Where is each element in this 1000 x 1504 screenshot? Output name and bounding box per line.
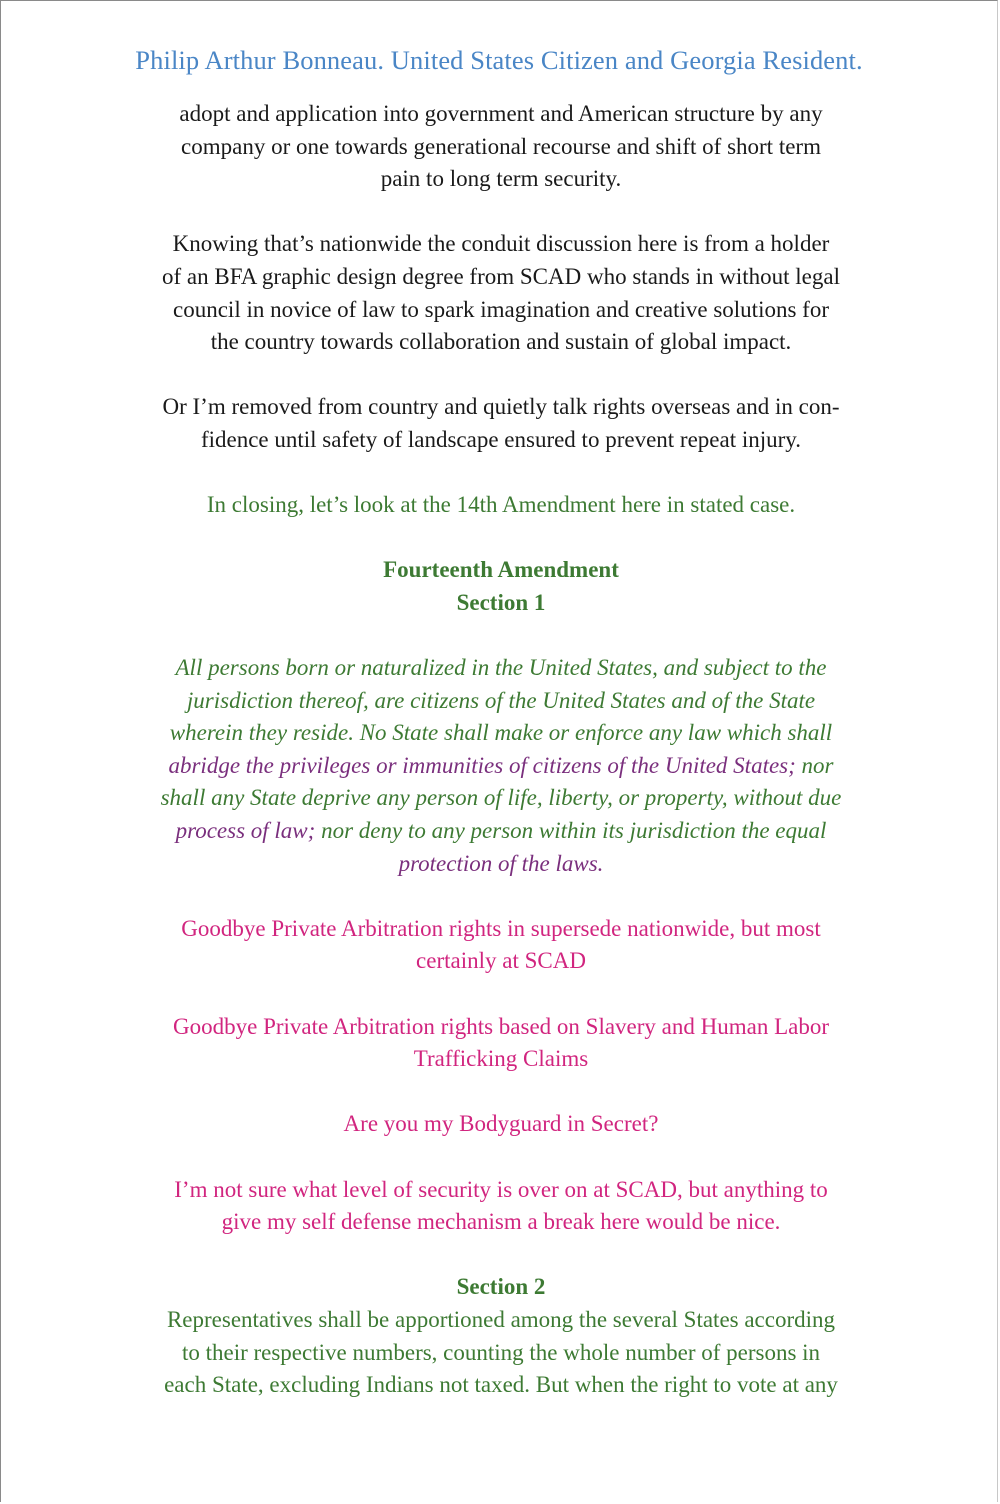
text-line: of an BFA graphic design degree from SCAD who stands in without legal xyxy=(162,263,840,289)
section-1-segment: nor xyxy=(801,752,834,778)
section-1-text xyxy=(101,652,901,880)
text-line: Goodbye Private Arbitration rights based on Slavery and Human Labor xyxy=(173,1013,829,1039)
section-1-segment: process of law; xyxy=(175,818,322,844)
text-line: Trafficking Claims xyxy=(413,1046,589,1072)
text-line: Goodbye Private Arbitration rights in supersede nationwide, but most xyxy=(181,915,821,941)
section-1-line xyxy=(101,782,901,815)
text-line: Representatives shall be apportioned among the several States according xyxy=(166,1306,836,1332)
section-1-line xyxy=(101,750,901,783)
section-1-line xyxy=(101,717,901,750)
note-bodyguard xyxy=(101,1108,901,1141)
text-line: pain to long term security. xyxy=(380,166,622,192)
note-goodbye-supersede xyxy=(101,913,901,978)
section-1-segment: wherein they reside. No State shall make or enforce any law which shall xyxy=(169,720,833,746)
section-1-line xyxy=(101,848,901,881)
text-line: council in novice of law to spark imagination and creative solutions for xyxy=(173,296,829,322)
paragraph-knowing xyxy=(101,228,901,358)
text-line: I’m not sure what level of security is over on at SCAD, but anything to xyxy=(174,1176,828,1202)
paragraph-removed xyxy=(101,391,901,456)
text-line: fidence until safety of landscape ensured to prevent repeat injury. xyxy=(200,426,802,452)
section-1-heading: Section 1 xyxy=(456,589,546,615)
page-header-title: Philip Arthur Bonneau. United States Citizen and Georgia Resident. xyxy=(135,45,863,75)
section-2-text xyxy=(101,1304,901,1402)
amendment-title: Fourteenth Amendment xyxy=(383,557,619,583)
section-1-line xyxy=(101,652,901,685)
section-2-title: Section 2 xyxy=(456,1274,546,1300)
section-1-segment: nor deny to any person within its jurisdiction the equal xyxy=(321,818,827,844)
text-line: each State, excluding Indians not taxed. But when the right to vote at any xyxy=(164,1372,838,1398)
paragraph-closing xyxy=(101,489,901,522)
text-line: certainly at SCAD xyxy=(416,948,586,974)
text-line: Or I’m removed from country and quietly talk rights overseas and in con- xyxy=(162,394,840,420)
document-body xyxy=(101,98,901,1434)
text-line: to their respective numbers, counting the whole number of persons in xyxy=(181,1339,821,1365)
section-1-segment: protection of the laws. xyxy=(398,850,604,876)
section-1-line xyxy=(101,685,901,718)
amendment-heading xyxy=(101,554,901,619)
text-line: adopt and application into government and American structure by any xyxy=(179,101,823,126)
section-1-line xyxy=(101,815,901,848)
section-1-segment: shall any State deprive any person of life, liberty, or property, without due xyxy=(160,785,842,811)
text-line: In closing, let’s look at the 14th Amendment here in stated case. xyxy=(206,492,796,518)
note-security xyxy=(101,1174,901,1239)
note-goodbye-slavery xyxy=(101,1011,901,1076)
section-1-segment: All persons born or naturalized in the United States, and subject to the xyxy=(175,655,827,681)
paragraph-adopt xyxy=(101,98,901,196)
text-line: the country towards collaboration and sustain of global impact. xyxy=(210,329,792,355)
section-1-segment: abridge the privileges or immunities of citizens of the United States; xyxy=(168,752,802,778)
text-line: company or one towards generational recourse and shift of short term xyxy=(181,133,821,159)
text-line: Are you my Bodyguard in Secret? xyxy=(343,1111,659,1137)
text-line: Knowing that’s nationwide the conduit discussion here is from a holder xyxy=(172,231,830,257)
section-1-segment: jurisdiction thereof, are citizens of the United States and of the State xyxy=(186,687,816,713)
text-line: give my self defense mechanism a break here would be nice. xyxy=(221,1209,781,1235)
section-2-heading xyxy=(101,1271,901,1304)
